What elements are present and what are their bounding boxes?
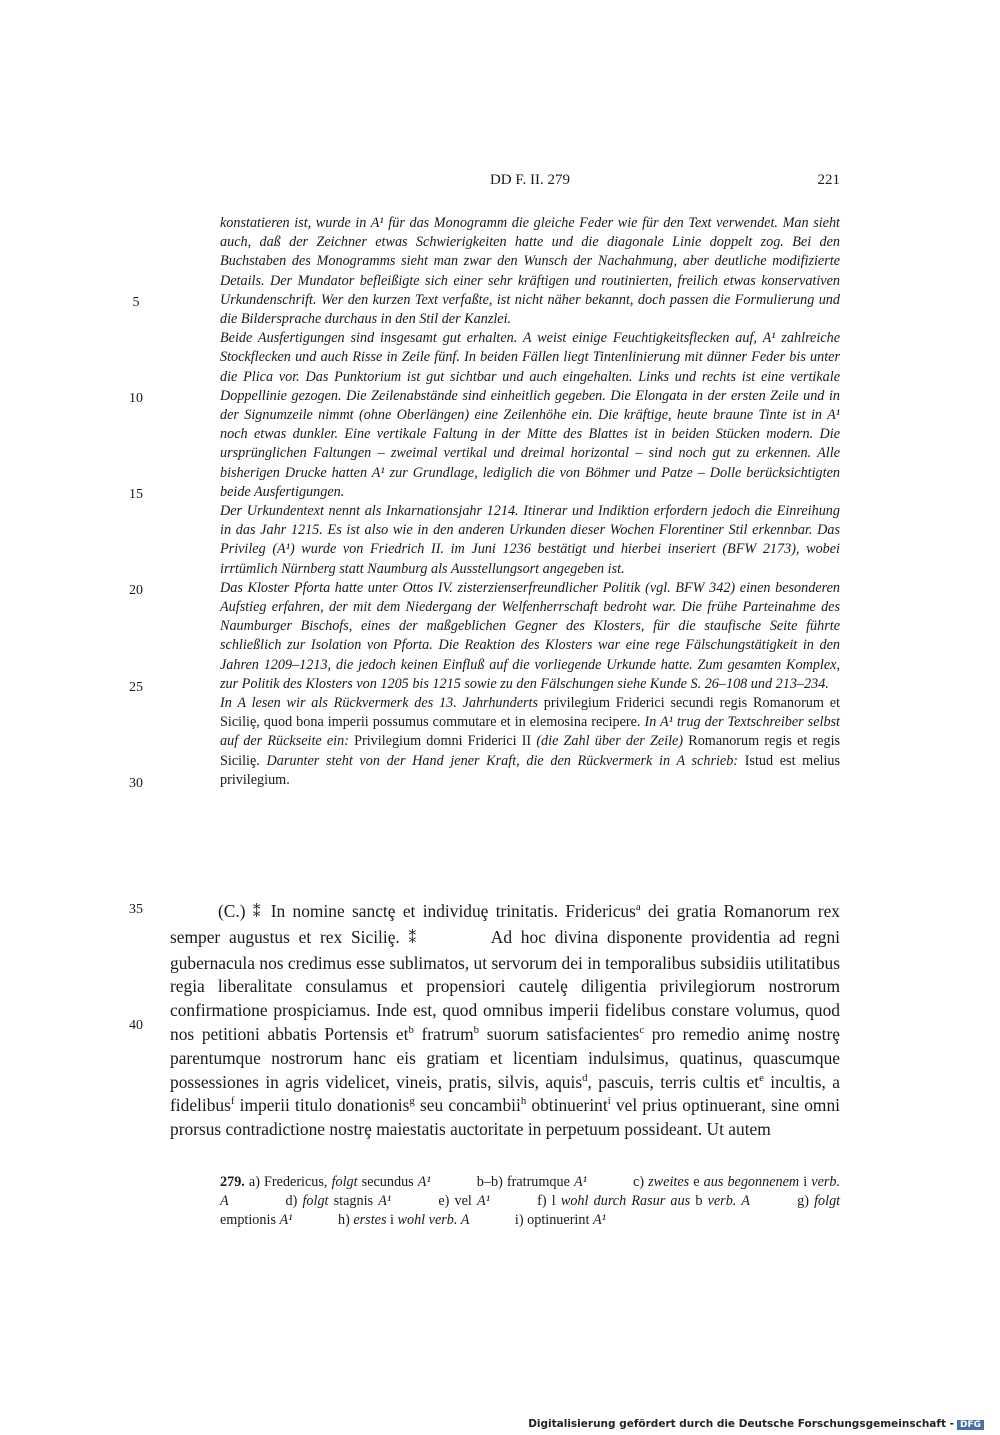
- note-text: zweites: [648, 1174, 690, 1190]
- charter-span: pro remedio animȩ nostrȩ parentumque nostrorum hanc eis gratiam et licentiam indulsimus, quatinus, quascumque possessiones in agris videlicet, vineis, pratis, silvis, aquis: [170, 1023, 840, 1092]
- note-text: h): [337, 1212, 350, 1228]
- note-text: b: [695, 1193, 703, 1209]
- dorsal-text: In A¹ trug der Textschreiber selbst auf der Rückseite ein:: [220, 714, 840, 750]
- note-text: A¹: [574, 1174, 587, 1190]
- dorsal-quote: Romanorum regis et regis Siciliȩ.: [220, 733, 841, 769]
- charter-span: imperii titulo donationis: [239, 1095, 410, 1116]
- note-text: wohl durch Rasur aus: [560, 1193, 691, 1209]
- charter-span: suorum satisfacientes: [486, 1023, 640, 1044]
- line-number: 30: [129, 776, 143, 791]
- dorsal-quote: Privilegium domni Friderici II: [354, 733, 532, 750]
- commentary-paragraph: Beide Ausfertigungen sind insgesamt gut erhalten. A weist einige Feuchtigkeitsflecken auf, A¹ zahlreiche Stockflecken und auch Risse in Zeile fünf. In beiden Fällen liegt Tintenlinierung mit dünner Feder bis unter die Plica vor. Das Punktorium ist gut sichtbar und auch eingehalten. Links und rechts ist eine vertikale Doppellinie gezogen. Die Zeilenabstände sind einheitlich gegeben. Die Elongata in der ersten Zeile und in der Signumzeile nimmt (ohne Oberlängen) eine Zeilenhöhe ein. Die kräftige, heute braune Tinte ist in A¹ noch etwas dunkler. Eine vertikale Faltung in der Mitte des Blattes ist in beiden Stücken modern. Die ursprünglichen Faltungen – zweimal vertikal und dreimal horizontal – sind noch gut zu erkennen. Alle bisherigen Drucke hatten A¹ zur Grundlage, lediglich die von Böhmer und Patze – Dolle berücksichtigten beide Ausfertigungen.: [220, 330, 840, 500]
- note-text: i) optinuerint: [514, 1212, 590, 1228]
- dorsal-note: [220, 694, 840, 790]
- commentary-paragraph: Der Urkundentext nennt als Inkarnationsjahr 1214. Itinerar und Indiktion erfordern jedoch die Einreihung in das Jahr 1215. Es ist also wie in den anderen Urkunden dieser Wochen Florentiner Stil erkennbar. Das Privileg (A¹) wurde von Friedrich II. im Juni 1236 bestätigt und hierbei inseriert (BFW 2173), wobei irrtümlich Nürnberg statt Naumburg als Ausstellungsort angegeben ist.: [220, 503, 840, 577]
- document-number: 279.: [220, 1174, 245, 1190]
- note-text: A¹: [477, 1193, 490, 1209]
- dfg-credit: [528, 1418, 984, 1430]
- note-text: aus begonnenem: [703, 1174, 800, 1190]
- note-d: [285, 1193, 391, 1209]
- footnote-ref: i: [607, 1095, 611, 1108]
- note-text: b–b) fratrumque: [476, 1174, 570, 1190]
- note-text: a) Fredericus,: [248, 1174, 328, 1190]
- note-i: [515, 1212, 606, 1228]
- note-text: stagnis: [333, 1193, 374, 1209]
- charter-span: fratrum: [421, 1023, 474, 1044]
- line-number: 15: [129, 487, 143, 502]
- note-text: g): [797, 1193, 809, 1209]
- charter-span: , pascuis, terris cultis et: [587, 1071, 760, 1092]
- footnote-ref: h: [520, 1095, 527, 1108]
- line-number: 5: [132, 295, 140, 310]
- line-number: 35: [129, 902, 143, 917]
- footnote-ref: e: [759, 1071, 764, 1084]
- invocation-symbol: ⁑: [408, 930, 421, 947]
- charter-span: obtinuerint: [531, 1095, 608, 1116]
- footnote-ref: c: [639, 1024, 645, 1037]
- note-text: folgt: [302, 1193, 329, 1209]
- dorsal-text: In A lesen wir als Rückvermerk des 13. Jahrhunderts: [220, 695, 538, 712]
- charter-span: seu concambii: [420, 1095, 521, 1116]
- note-b: [477, 1174, 587, 1190]
- note-text: secundus: [361, 1174, 414, 1190]
- note-f: [537, 1193, 750, 1209]
- commentary: [220, 214, 840, 790]
- note-text: folgt: [814, 1193, 841, 1209]
- note-text: erstes: [353, 1212, 387, 1228]
- footnote-ref: b: [473, 1024, 480, 1037]
- chrismon: (C.): [218, 901, 246, 921]
- note-text: c): [633, 1174, 645, 1190]
- footnote-ref: a: [635, 901, 641, 914]
- invocation-symbol: ⁑: [252, 905, 264, 921]
- charter-text: [170, 900, 840, 1142]
- line-number: 25: [129, 680, 143, 695]
- dfg-logo: DFG: [957, 1420, 984, 1430]
- line-number: 10: [129, 391, 143, 406]
- note-text: A¹: [417, 1174, 431, 1190]
- note-text: verb. A: [707, 1193, 750, 1209]
- running-header: [220, 172, 840, 194]
- charter-span: Ad hoc divina disponente providentia ad regni gubernacula nos credimus esse sublimatos, ut servorum dei in temporalibus subsidiis utilitatibus regia liberalitate consulamus et propensiori cautelȩ diligentia privilegiorum nostrorum confirmatione prospiciamus. Inde est, quod omnibus imperii fidelibus constare volumus, quod nos petitioni abbatis Portensis et: [170, 926, 840, 1044]
- credit-text: Digitalisierung gefördert durch die Deutsche Forschungsgemeinschaft -: [528, 1418, 954, 1430]
- line-number: 40: [129, 1018, 143, 1033]
- page-number: 221: [817, 172, 840, 188]
- critical-apparatus: [220, 1173, 840, 1230]
- note-text: i: [803, 1174, 808, 1190]
- dorsal-text: Darunter steht von der Hand jener Kraft, die den Rückvermerk in A schrieb:: [266, 752, 739, 769]
- note-e: [438, 1193, 490, 1209]
- running-title: DD F. II. 279: [489, 172, 571, 188]
- line-number: 20: [129, 583, 143, 598]
- note-h: [338, 1212, 469, 1228]
- note-text: e) vel: [438, 1193, 472, 1209]
- charter-span: vel prius optinuerant, sine omni prorsus contradictione nostrȩ maiestatis auctoritate in perpetuum possideant. Ut autem: [170, 1095, 840, 1140]
- note-text: A¹: [378, 1193, 392, 1209]
- note-a: [249, 1174, 431, 1190]
- note-text: emptionis: [220, 1212, 276, 1228]
- charter-span: dei gratia Romanorum rex semper augustus et rex Siciliȩ.: [170, 901, 840, 947]
- dorsal-quote: Istud est melius privilegium.: [220, 752, 841, 788]
- footnote-ref: d: [582, 1071, 588, 1084]
- note-text: d): [285, 1193, 298, 1209]
- charter-span: incultis, a fidelibus: [170, 1071, 840, 1116]
- dorsal-text: (die Zahl über der Zeile): [536, 733, 684, 750]
- note-text: e: [693, 1174, 700, 1190]
- charter-span: In nomine sanctȩ et individuȩ trinitatis. Fridericus: [270, 901, 636, 921]
- commentary-paragraph: konstatieren ist, wurde in A¹ für das Monogramm die gleiche Feder wie für den Text verwendet. Man sieht auch, daß der Zeichner etwas Schwierigkeiten hatte und die diagonale Linie doppelt zog. Bei den Buchstaben des Monogramms sieht man zwar den Wunsch der Nachahmung, aber deutliche modifizierte Details. Der Mundator befleißigte sich einer sehr kräftigen und routinierten, freilich etwas konservativen Urkundenschrift. Wer den kurzen Text verfaßte, ist nicht näher bekannt, doch passen die Formulierung und die Bildersprache durchaus in den Stil der Kanzlei.: [220, 215, 840, 328]
- footnote-ref: f: [230, 1095, 235, 1108]
- note-text: A¹: [592, 1212, 606, 1228]
- note-text: wohl verb. A: [397, 1212, 470, 1228]
- note-text: A¹: [279, 1212, 293, 1228]
- dorsal-quote: privilegium Friderici secundi regis Romanorum et Siciliȩ, quod bona imperii possumus commutare et in elemosina recipere.: [220, 695, 840, 731]
- note-text: verb. A: [220, 1174, 841, 1209]
- charter-paragraph: [170, 900, 840, 1142]
- note-text: folgt: [331, 1174, 358, 1190]
- footnote-ref: b: [408, 1024, 414, 1037]
- note-text: i: [390, 1212, 394, 1228]
- footnote-ref: g: [409, 1095, 415, 1108]
- note-text: f) l: [537, 1193, 556, 1209]
- commentary-paragraph: Das Kloster Pforta hatte unter Ottos IV. zisterzienserfreundlicher Politik (vgl. BFW 342) einen besonderen Aufstieg erfahren, der mit dem Niedergang der Welfenherrschaft bedroht war. Die frühe Parteinahme des Naumburger Bischofs, eines der maßgeblichen Gegner des Klosters, für die staufische Seite führte schließlich zur Isolation von Pforta. Die Reaktion des Klosters war eine rege Fälschungstätigkeit in den Jahren 1209–1213, die jedoch keinen Einfluß auf die vorliegende Urkunde hatte. Zum gesamten Komplex, zur Politik des Klosters von 1205 bis 1215 sowie zu den Fälschungen siehe Kunde S. 26–108 und 213–234.: [220, 579, 840, 692]
